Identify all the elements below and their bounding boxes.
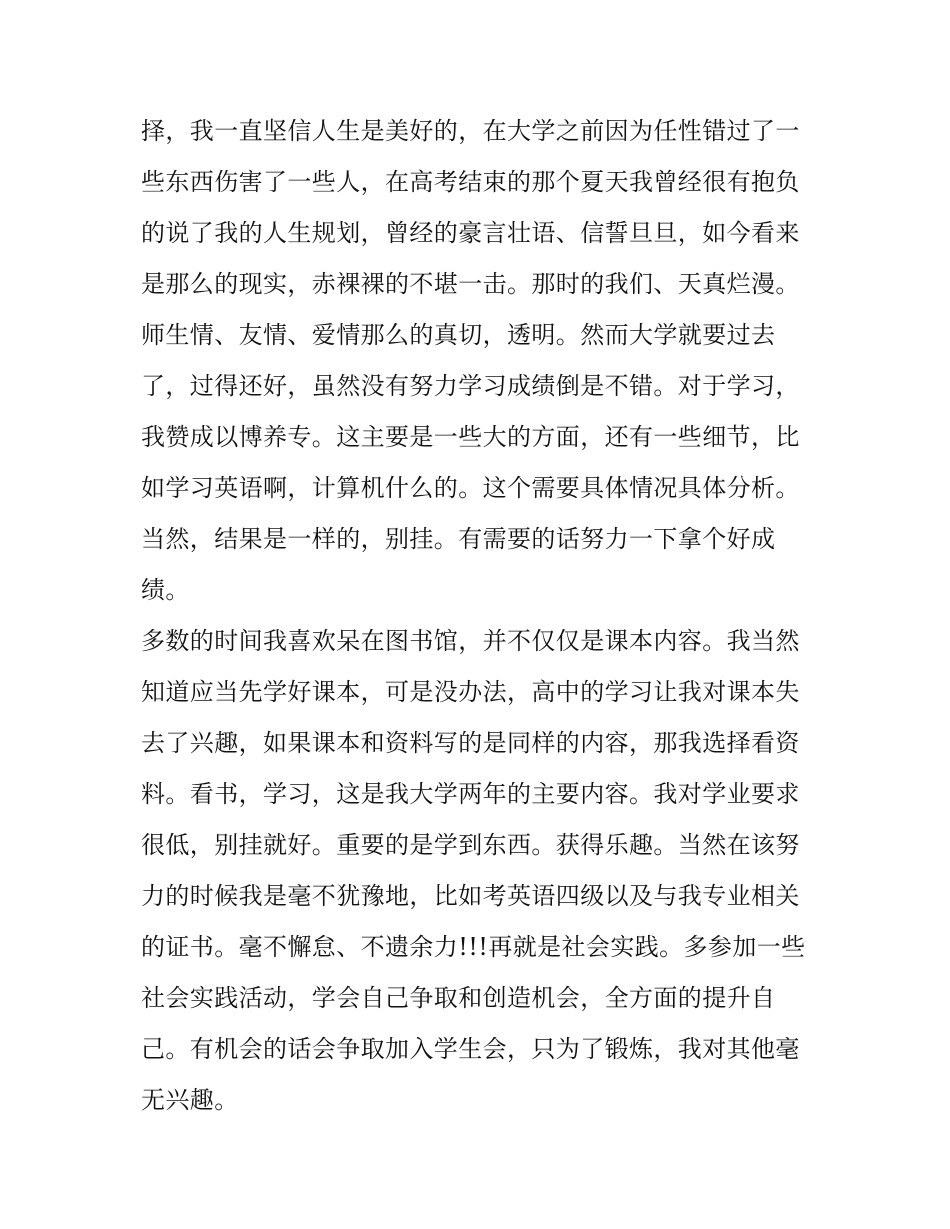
text-line: 去了兴趣，如果课本和资料写的是同样的内容，那我选择看资 bbox=[141, 729, 800, 757]
text-line: 择，我一直坚信人生是美好的，在大学之前因为任性错过了一 bbox=[141, 117, 800, 145]
text-line: 师生情、友情、爱情那么的真切，透明。然而大学就要过去 bbox=[141, 321, 776, 349]
text-line: 料。看书，学习，这是我大学两年的主要内容。我对学业要求 bbox=[141, 780, 800, 808]
text-line: 力的时候我是毫不犹豫地，比如考英语四级以及与我专业相关 bbox=[141, 882, 800, 910]
body-text bbox=[141, 106, 817, 1126]
text-line: 些东西伤害了一些人，在高考结束的那个夏天我曾经很有抱负 bbox=[141, 168, 800, 196]
text-line: 知道应当先学好课本，可是没办法，高中的学习让我对课本失 bbox=[141, 678, 800, 706]
text-line: 社会实践活动，学会自己争取和创造机会，全方面的提升自 bbox=[141, 984, 776, 1012]
text-line: 是那么的现实，赤裸裸的不堪一击。那时的我们、天真烂漫。 bbox=[141, 270, 800, 298]
text-line: 了，过得还好，虽然没有努力学习成绩倒是不错。对于学习， bbox=[141, 372, 800, 400]
text-line: 多数的时间我喜欢呆在图书馆，并不仅仅是课本内容。我当然 bbox=[141, 627, 800, 655]
text-line: 我赞成以博养专。这主要是一些大的方面，还有一些细节，比 bbox=[141, 423, 800, 451]
text-line: 的证书。毫不懈怠、不遗余力!!!再就是社会实践。多参加一些 bbox=[141, 933, 806, 961]
text-line: 的说了我的人生规划，曾经的豪言壮语、信誓旦旦，如今看来 bbox=[141, 219, 800, 247]
text-line: 无兴趣。 bbox=[141, 1086, 239, 1114]
text-line: 绩。 bbox=[141, 576, 190, 604]
text-line: 己。有机会的话会争取加入学生会，只为了锻炼，我对其他毫 bbox=[141, 1035, 800, 1063]
text-line: 如学习英语啊，计算机什么的。这个需要具体情况具体分析。 bbox=[141, 474, 800, 502]
text-line: 很低，别挂就好。重要的是学到东西。获得乐趣。当然在该努 bbox=[141, 831, 800, 859]
text-line: 当然，结果是一样的，别挂。有需要的话努力一下拿个好成 bbox=[141, 525, 776, 553]
